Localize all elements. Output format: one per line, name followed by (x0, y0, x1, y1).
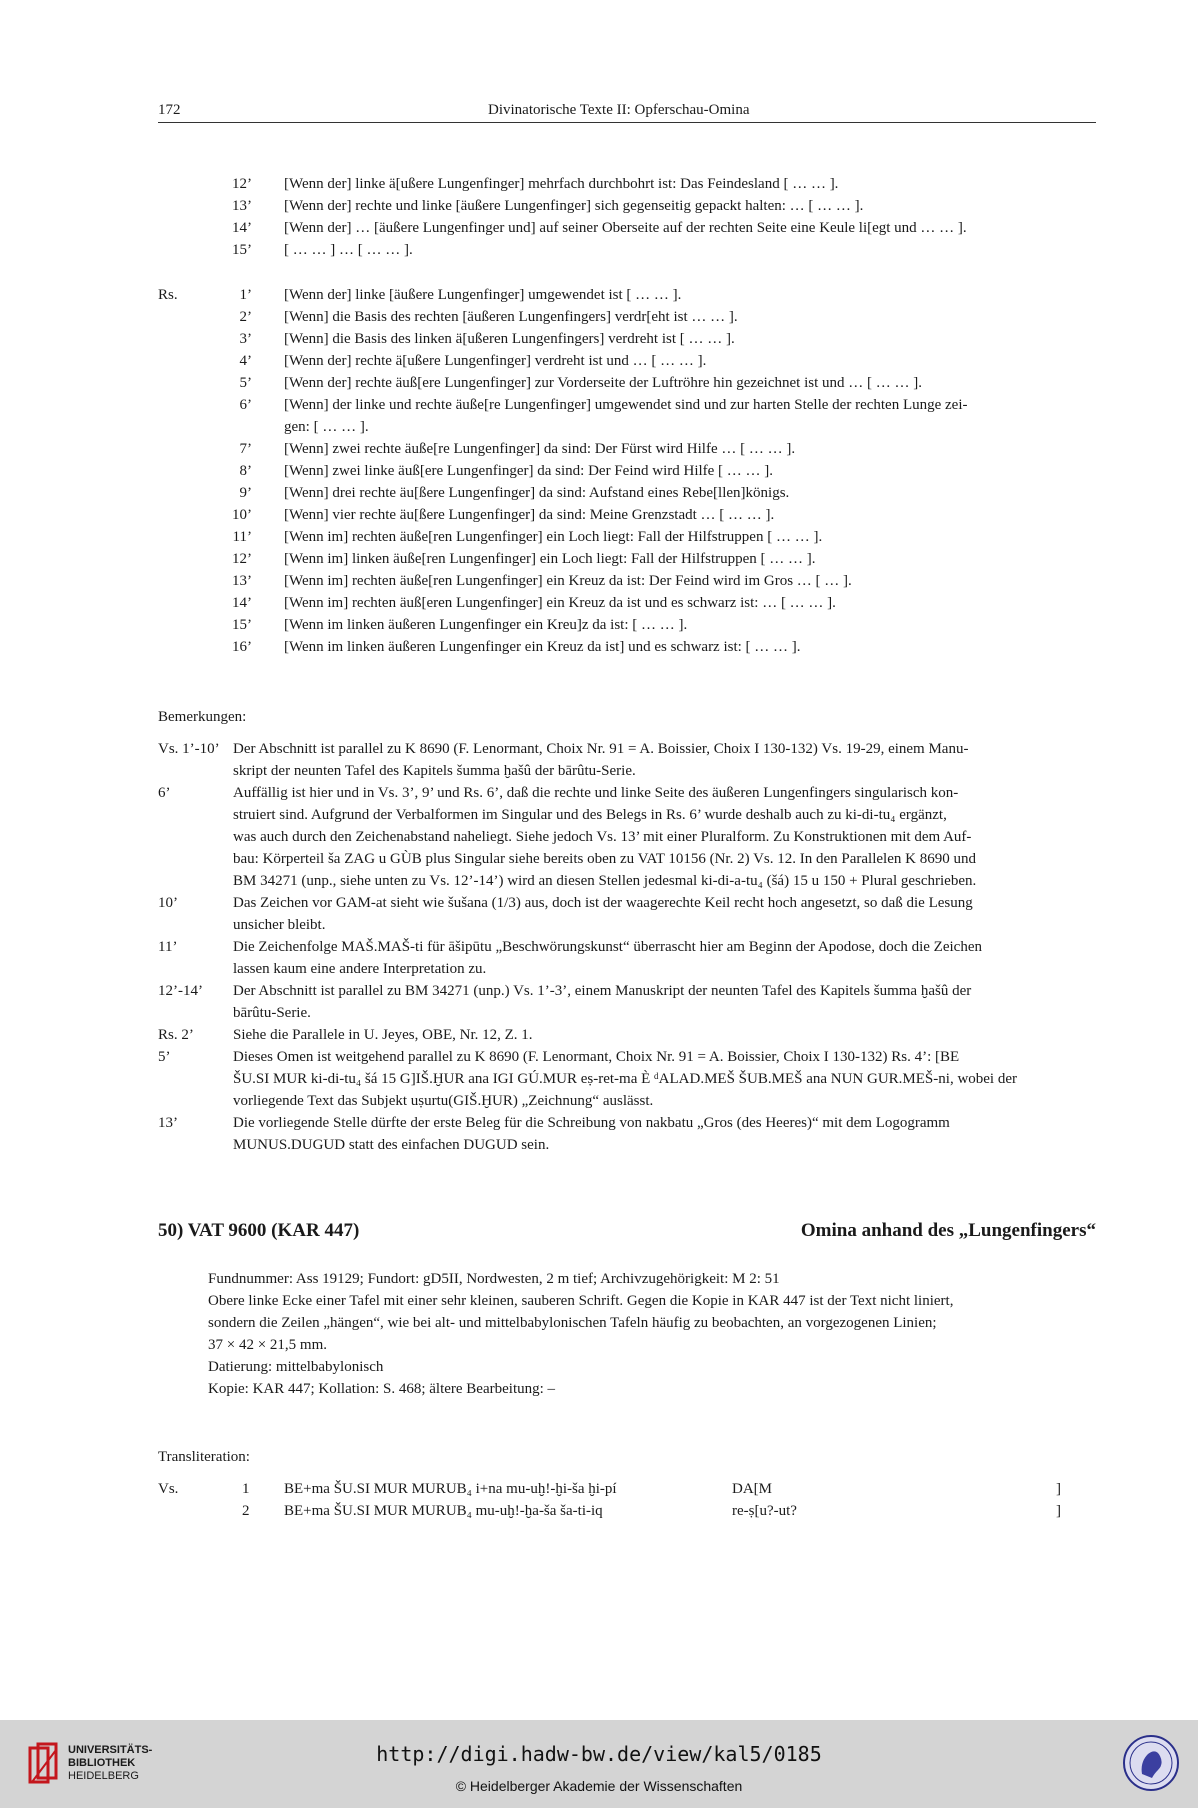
line-text: [Wenn] drei rechte äu[ßere Lungenfinger] da sind: Aufstand eines Rebe[llen]königs. (284, 485, 790, 501)
remark-line: BM 34271 (unp., siehe unten zu Vs. 12’-14’) wird an diesen Stellen jedesmal ki-di-a-tu₄ (šá) 15 u 150 + Plural geschrieben. (233, 873, 977, 889)
translit-text: BE+ma ŠU.SI MUR MURUB₄ i+na mu-uḫ!-ḫi-ša ḫi-pí (284, 1481, 617, 1497)
line-number: 3’ (239, 331, 252, 347)
library-line-2: BIBLIOTHEK (68, 1757, 136, 1769)
line-text: [Wenn] der linke und rechte äuße[re Lungenfinger] umgewendet sind und zur harten Stelle der rechten Lunge zei- (284, 397, 968, 413)
line-number: 15’ (232, 242, 252, 258)
meta-line: Kopie: KAR 447; Kollation: S. 468; ältere Bearbeitung: – (208, 1381, 556, 1397)
copyright-notice: © Heidelberger Akademie der Wissenschaften (455, 1778, 743, 1794)
line-number: 14’ (232, 220, 252, 236)
remark-line: Das Zeichen vor GAM-at sieht wie šušana (1/3) aus, doch ist der waagerechte Keil recht hoch angesetzt, so daß die Lesung (233, 895, 973, 911)
line-text: [Wenn im] linken äuße[ren Lungenfinger] ein Loch liegt: Fall der Hilfstruppen [ … … ]. (284, 551, 816, 567)
remark-line: vorliegende Text das Subjekt uṣurtu(GIŠ.ḪUR) „Zeichnung“ auslässt. (233, 1093, 654, 1109)
line-number: 1 (242, 1481, 250, 1497)
running-title: Divinatorische Texte II: Opferschau-Omina (488, 102, 750, 118)
remark-key: 6’ (158, 785, 171, 801)
page-number: 172 (158, 102, 181, 118)
entry-heading (158, 1220, 1096, 1248)
remark-key: 10’ (158, 895, 178, 911)
library-line-3: HEIDELBERG (68, 1770, 139, 1782)
line-text: [Wenn der] rechte und linke [äußere Lungenfinger] sich gegenseitig gepackt halten: … [ … … ]. (284, 198, 864, 214)
remark-key: 13’ (158, 1115, 178, 1131)
remark-key: 12’-14’ (158, 983, 203, 999)
entry-subject: Omina anhand des „Lungenfingers“ (800, 1220, 1096, 1241)
remark-line: Siehe die Parallele in U. Jeyes, OBE, Nr. 12, Z. 1. (233, 1027, 533, 1043)
running-header (158, 100, 1096, 123)
line-text: [Wenn] zwei linke äuß[ere Lungenfinger] da sind: Der Feind wird Hilfe [ … … ]. (284, 463, 774, 479)
document-url-link[interactable]: http://digi.hadw-bw.de/view/kal5/0185 (376, 1742, 822, 1766)
remark-line: bau: Körperteil ša ZAG u GÙB plus Singular siehe bereits oben zu VAT 10156 (Nr. 2) Vs. 12. In den Parallelen K 8690 und (233, 851, 976, 867)
remark-line: Der Abschnitt ist parallel zu K 8690 (F. Lenormant, Choix Nr. 91 = A. Boissier, Choix I 130-132) Vs. 19-29, einem Manu- (233, 741, 969, 757)
remark-key: 5’ (158, 1049, 171, 1065)
remark-line: unsicher bleibt. (233, 917, 326, 933)
translit-right: re-ṣ[u?-ut? (732, 1503, 797, 1519)
line-number: 9’ (239, 485, 252, 501)
line-text: [Wenn im] rechten äuße[ren Lungenfinger] ein Kreuz da ist: Der Feind wird im Gros … [ … ]. (284, 573, 852, 589)
line-text: [Wenn im linken äußeren Lungenfinger ein Kreu]z da ist: [ … … ]. (284, 617, 688, 633)
side-label: Rs. (158, 287, 178, 303)
footer-bar (0, 1720, 1198, 1808)
transliteration-title: Transliteration: (158, 1449, 250, 1465)
remark-line: skript der neunten Tafel des Kapitels šumma ḫašû der bārûtu-Serie. (233, 763, 636, 779)
line-number: 13’ (232, 198, 252, 214)
line-number: 15’ (232, 617, 252, 633)
line-number: 16’ (232, 639, 252, 655)
line-text: [Wenn der] rechte äuß[ere Lungenfinger] zur Vorderseite der Luftröhre hin gezeichnet ist und … [ … … ]. (284, 375, 922, 391)
line-number: 8’ (239, 463, 252, 479)
translit-text: BE+ma ŠU.SI MUR MURUB₄ mu-uḫ!-ḫa-ša ša-ti-iq (284, 1503, 603, 1519)
line-number: 12’ (232, 551, 252, 567)
remark-line: bārûtu-Serie. (233, 1005, 311, 1021)
line-text: [Wenn] vier rechte äu[ßere Lungenfinger] da sind: Meine Grenzstadt … [ … … ]. (284, 507, 775, 523)
line-number: 7’ (239, 441, 252, 457)
meta-line: Fundnummer: Ass 19129; Fundort: gD5II, Nordwesten, 2 m tief; Archivzugehörigkeit: M 2: 51 (208, 1271, 780, 1287)
line-number: 1’ (239, 287, 252, 303)
remark-line: ŠU.SI MUR ki-di-tu₄ šá 15 G]IŠ.ḪUR ana IGI GÚ.MUR eṣ-ret-ma È ᵈALAD.MEŠ ŠUB.MEŠ ana NUN GUR.MEŠ-ni, wobei der (233, 1071, 1017, 1087)
meta-line: sondern die Zeilen „hängen“, wie bei alt- und mittelbabylonischen Tafeln häufig zu beobachten, an vorgezogenen Linien; (208, 1315, 937, 1331)
line-text: [Wenn] die Basis des rechten [äußeren Lungenfingers] verdr[eht ist … … ]. (284, 309, 738, 325)
side-label: Vs. (158, 1481, 179, 1497)
line-number: 6’ (239, 397, 252, 413)
line-text: [ … … ] … [ … … ]. (284, 242, 413, 258)
remark-line: Dieses Omen ist weitgehend parallel zu K 8690 (F. Lenormant, Choix Nr. 91 = A. Boissier, Choix I 130-132) Rs. 4’: [BE (233, 1049, 960, 1065)
remarks-title: Bemerkungen: (158, 709, 247, 725)
line-text: [Wenn im] rechten äuße[ren Lungenfinger] ein Loch liegt: Fall der Hilfstruppen [ … … ]. (284, 529, 823, 545)
line-number: 2’ (239, 309, 252, 325)
line-number: 11’ (232, 529, 252, 545)
line-text: [Wenn] zwei rechte äuße[re Lungenfinger] da sind: Der Fürst wird Hilfe … [ … … ]. (284, 441, 796, 457)
remark-line: Auffällig ist hier und in Vs. 3’, 9’ und Rs. 6’, daß die rechte und linke Seite des äußeren Lungenfingers singularisch kon- (233, 785, 959, 801)
meta-line: Datierung: mittelbabylonisch (208, 1359, 384, 1375)
line-text: [Wenn der] … [äußere Lungenfinger und] auf seiner Oberseite auf der rechten Seite eine Keule li[egt und … … ]. (284, 220, 967, 236)
remark-line: Die vorliegende Stelle dürfte der erste Beleg für die Schreibung von nakbatu „Gros (des Heeres)“ mit dem Logogramm (233, 1115, 950, 1131)
line-number: 14’ (232, 595, 252, 611)
line-number: 4’ (239, 353, 252, 369)
translit-right: DA[M (732, 1481, 772, 1497)
line-text: [Wenn der] linke [äußere Lungenfinger] umgewendet ist [ … … ]. (284, 287, 682, 303)
remark-key: Vs. 1’-10’ (158, 741, 220, 757)
line-text: [Wenn im linken äußeren Lungenfinger ein Kreuz da ist] und es schwarz ist: [ … … ]. (284, 639, 801, 655)
remark-line: Der Abschnitt ist parallel zu BM 34271 (unp.) Vs. 1’-3’, einem Manuskript der neunten Tafel des Kapitels šumma ḫašû der (233, 983, 972, 999)
meta-line: Obere linke Ecke einer Tafel mit einer sehr kleinen, sauberen Schrift. Gegen die Kopie in KAR 447 ist der Text nicht liniert, (208, 1293, 954, 1309)
library-line-1: UNIVERSITÄTS- (68, 1744, 153, 1756)
remark-line: Die Zeichenfolge MAŠ.MAŠ-ti für āšipūtu „Beschwörungskunst“ überrascht hier am Beginn der Apodose, doch die Zeichen (233, 939, 982, 955)
line-text: [Wenn] die Basis des linken ä[ußeren Lungenfingers] verdreht ist [ … … ]. (284, 331, 735, 347)
line-text: [Wenn der] rechte ä[ußere Lungenfinger] verdreht ist und … [ … … ]. (284, 353, 707, 369)
translit-close: ] (1056, 1503, 1061, 1519)
remark-line: MUNUS.DUGUD statt des einfachen DUGUD sein. (233, 1137, 550, 1153)
line-text: gen: [ … … ]. (284, 419, 369, 435)
remark-line: was auch durch den Zeichenabstand naheliegt. Siehe jedoch Vs. 13’ mit einer Pluralform. Zu Konstruktionen mit dem Auf- (233, 829, 972, 845)
line-number: 13’ (232, 573, 252, 589)
line-number: 10’ (232, 507, 252, 523)
remark-key: Rs. 2’ (158, 1027, 194, 1043)
line-text: [Wenn im] rechten äuß[eren Lungenfinger] ein Kreuz da ist und es schwarz ist: … [ … … ]. (284, 595, 836, 611)
line-number: 2 (242, 1503, 250, 1519)
line-number: 5’ (239, 375, 252, 391)
translit-close: ] (1056, 1481, 1061, 1497)
line-number: 12’ (232, 176, 252, 192)
meta-line: 37 × 42 × 21,5 mm. (208, 1337, 328, 1353)
academy-seal-icon (1122, 1734, 1180, 1792)
remark-key: 11’ (158, 939, 178, 955)
remark-line: struiert sind. Aufgrund der Verbalformen im Singular und des Belegs in Rs. 6’ wurde deshalb auch zu ki-di-tu₄ ergänzt, (233, 807, 947, 823)
remark-line: lassen kaum eine andere Interpretation zu. (233, 961, 487, 977)
entry-number-title: 50) VAT 9600 (KAR 447) (158, 1220, 360, 1241)
line-text: [Wenn der] linke ä[ußere Lungenfinger] mehrfach durchbohrt ist: Das Feindesland [ … … ]. (284, 176, 839, 192)
